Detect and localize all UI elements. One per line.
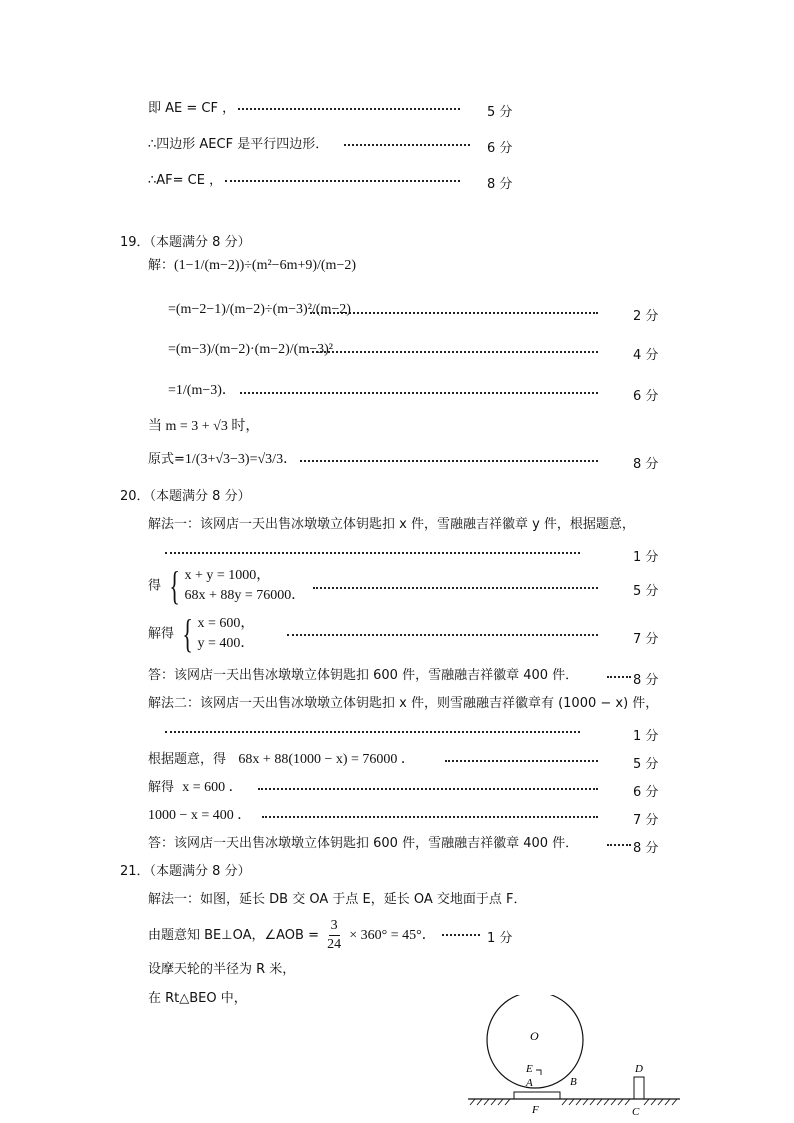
p21-radius: 设摩天轮的半径为 R 米， — [148, 962, 296, 977]
leader-dots — [262, 816, 598, 818]
p21-intro: 解法一：如图，延长 DB 交 OA 于点 E，延长 OA 交地面于点 F． — [148, 892, 527, 907]
label-B: B — [570, 1076, 577, 1088]
score: 8 分 — [633, 673, 659, 688]
score: 4 分 — [633, 348, 659, 363]
score: 8 分 — [487, 177, 513, 192]
score: 1 分 — [633, 550, 659, 565]
ground-hatching — [470, 1099, 677, 1105]
building-dc — [634, 1077, 644, 1099]
solution-system: x = 600， y = 400． — [197, 616, 255, 651]
leader-dots — [238, 108, 460, 110]
label-C: C — [632, 1106, 640, 1118]
p18-line-2: ∴四边形 AECF 是平行四边形． — [148, 137, 329, 152]
leader-dots — [287, 634, 598, 636]
p20-system: 得 { x + y = 1000， 68x + 88y = 76000． — [148, 563, 306, 608]
score: 7 分 — [633, 813, 659, 828]
p19-step-2 — [168, 302, 351, 318]
p19-when: 当 m = 3 + √3 时， — [148, 419, 260, 434]
math-expression: =1/(m−3)． — [168, 383, 236, 398]
p20-answer-1: 答：该网店一天出售冰墩墩立体钥匙扣 600 件，雪融融吉祥徽章 400 件． — [148, 668, 579, 683]
leader-dots — [445, 760, 598, 762]
leader-dots — [442, 934, 480, 936]
p19-result: 原式=1/(3+√3−3)=√3/3． — [148, 452, 298, 467]
p20-method2-intro: 解法二：该网店一天出售冰墩墩立体钥匙扣 x 件，则雪融融吉祥徽章有 (1000 − x) 件， — [148, 696, 659, 711]
score: 1 分 — [633, 729, 659, 744]
equation-system: x + y = 1000， 68x + 88y = 76000． — [184, 568, 306, 603]
left-brace: { — [182, 611, 194, 656]
math-expression: (1−1/(m−2))÷(m²−6m+9)/(m−2) — [174, 258, 357, 273]
leader-dots — [344, 144, 470, 146]
leader-dots — [310, 312, 598, 314]
math-expression: =(m−2−1)/(m−2)÷(m−3)²/(m−2) — [168, 302, 351, 317]
leader-dots — [307, 351, 598, 353]
math-expression: =(m−3)/(m−2)·(m−2)/(m−3)² — [168, 342, 333, 357]
p19-step-1: 解：(1−1/(m−2))÷(m²−6m+9)/(m−2) — [148, 258, 357, 273]
p19-step-3 — [168, 342, 333, 358]
score: 5 分 — [633, 584, 659, 599]
p21-header: 21．（本题满分 8 分） — [120, 864, 251, 879]
score: 5 分 — [633, 757, 659, 772]
leader-dots — [240, 392, 598, 394]
label-D: D — [635, 1063, 643, 1075]
score: 2 分 — [633, 309, 659, 324]
score: 6 分 — [487, 141, 513, 156]
leader-dots — [300, 460, 598, 462]
score: 8 分 — [633, 841, 659, 856]
score: 5 分 — [487, 105, 513, 120]
p20-method2-equation: 根据题意，得 68x + 88(1000 − x) = 76000 ． — [148, 752, 415, 767]
p18-line-3: ∴AF= CE ， — [148, 173, 223, 188]
p20-method2-y: 1000 − x = 400 ． — [148, 808, 252, 823]
leader-dots — [165, 731, 580, 733]
p20-header: 20．（本题满分 8 分） — [120, 489, 251, 504]
score: 6 分 — [633, 389, 659, 404]
leader-dots — [607, 676, 631, 678]
leader-dots — [258, 788, 598, 790]
base-platform — [514, 1092, 560, 1099]
p19-step-4 — [168, 383, 236, 399]
right-angle-mark — [536, 1070, 541, 1075]
p20-method2-solve: 解得 x = 600 ． — [148, 780, 243, 795]
score: 1 分 — [487, 931, 513, 946]
p20-method1-intro: 解法一：该网店一天出售冰墩墩立体钥匙扣 x 件，雪融融吉祥徽章 y 件，根据题意， — [148, 517, 635, 532]
leader-dots — [225, 180, 460, 182]
ferris-wheel-figure — [460, 995, 690, 1120]
p18-line-1: 即 AE = CF ， — [148, 101, 236, 116]
score: 6 分 — [633, 785, 659, 800]
leader-dots — [607, 844, 631, 846]
score: 7 分 — [633, 632, 659, 647]
label-F: F — [532, 1104, 539, 1116]
fraction: $\frac{3}{24}$ — [327, 918, 342, 952]
math-expression: 1/(3+√3−3)=√3/3． — [184, 452, 298, 467]
leader-dots — [313, 587, 598, 589]
left-brace: { — [169, 563, 181, 608]
label-A: A — [526, 1077, 533, 1089]
score: 8 分 — [633, 457, 659, 472]
p20-answer-2: 答：该网店一天出售冰墩墩立体钥匙扣 600 件，雪融融吉祥徽章 400 件． — [148, 836, 579, 851]
p19-header: 19．（本题满分 8 分） — [120, 235, 251, 250]
label-O: O — [530, 1029, 539, 1043]
p20-solution: 解得 { x = 600， y = 400． — [148, 611, 255, 656]
label-E: E — [526, 1063, 533, 1075]
p21-given: 由题意知 BE⊥OA，∠AOB = $\frac{3}{24}$ × 360° = 45°． — [148, 918, 436, 952]
leader-dots — [165, 552, 580, 554]
p21-triangle: 在 Rt△BEO 中， — [148, 991, 247, 1006]
